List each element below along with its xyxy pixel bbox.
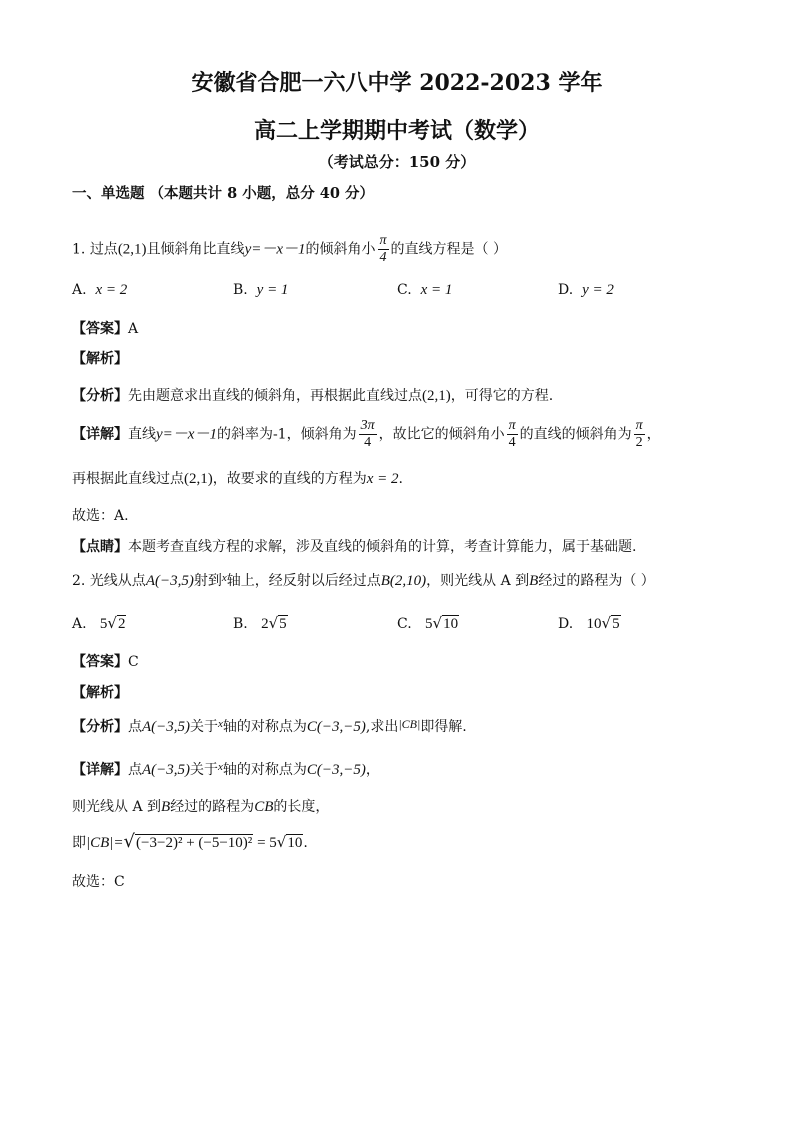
xiangjie-line — [72, 418, 661, 451]
sqrt-icon: √ — [268, 614, 279, 632]
dianjing-tag: 【点睛】 — [72, 539, 128, 555]
point-expr: (2,1) — [117, 241, 147, 258]
sqrt-icon: √ — [107, 614, 117, 632]
option-label: A. — [72, 616, 87, 632]
option-label: C. — [397, 616, 412, 632]
fenxi-tag: 【分析】 — [72, 719, 128, 735]
radicand: 5 — [612, 616, 620, 632]
equation: x = 2 — [366, 471, 399, 487]
point-expr: A(−3,5) — [145, 573, 194, 589]
text: ,求出 — [365, 719, 399, 735]
point-expr: (2,1) — [422, 388, 451, 404]
option-a — [72, 614, 126, 633]
question-number: 1. — [72, 241, 90, 258]
analysis-tag: 【解析】 — [72, 351, 128, 367]
option-label: B. — [233, 282, 248, 298]
fenxi-line — [72, 716, 467, 736]
fraction — [359, 418, 377, 451]
option-label: C. — [397, 282, 412, 298]
option-value: x = 2 — [95, 282, 128, 298]
segment: CB — [254, 799, 274, 815]
fraction-numerator: 3π — [360, 418, 375, 433]
question-number: 2. — [72, 573, 90, 589]
abs-expr: |CB|= — [86, 835, 124, 851]
xiangjie-tag: 【详解】 — [72, 426, 128, 443]
page-subtitle: 高二上学期期中考试（数学） — [253, 118, 540, 144]
text: ， — [365, 762, 380, 778]
xj-text: 的斜率为-1，倾斜角为 — [216, 426, 357, 443]
fraction-numerator: π — [635, 418, 643, 433]
option-label: D. — [558, 616, 574, 632]
text: . — [398, 471, 403, 487]
q2-text: 经过的路程为（ ） — [538, 573, 655, 589]
fenxi-line — [72, 385, 553, 405]
line-equation: y=－x－1 — [244, 241, 306, 258]
point-expr: A(−3,5) — [142, 719, 191, 735]
text: . — [303, 835, 308, 851]
question-2 — [72, 570, 655, 590]
option-b — [233, 614, 288, 633]
sqrt-icon: √ — [123, 831, 136, 852]
answer-line — [72, 318, 138, 338]
point-expr: A(−3,5) — [142, 762, 191, 778]
option-d — [558, 282, 614, 299]
question-1 — [72, 233, 507, 266]
text: 点 — [128, 762, 142, 778]
xiangjie-line-2 — [72, 468, 403, 488]
fraction-denominator: 4 — [508, 435, 516, 450]
text: 经过的路程为 — [170, 799, 255, 815]
point-expr: (2,1) — [184, 471, 213, 487]
text: 轴的对称点为 — [222, 762, 307, 778]
answer-tag: 【答案】 — [72, 321, 128, 337]
q2-text: 轴上，经反射以后经过点 — [226, 573, 381, 589]
coef: 5 — [425, 616, 433, 632]
var-x: x — [218, 718, 223, 730]
radicand: (−3−2)² + (−5−10)² — [136, 835, 253, 851]
option-c — [397, 614, 459, 633]
option-label: B. — [233, 616, 248, 632]
option-d — [558, 614, 621, 633]
equals: = 5 — [253, 835, 277, 851]
text: 点 — [128, 719, 142, 735]
choose-line: 故选：A. — [72, 508, 129, 524]
text: 的长度， — [273, 799, 330, 815]
dianjing-text: 本题考查直线方程的求解，涉及直线的倾斜角的计算，考查计算能力，属于基础题. — [128, 539, 637, 555]
q2-text: ，则光线从 A 到 — [426, 573, 530, 589]
answer-value: A — [128, 321, 139, 337]
xiangjie-line-2 — [72, 796, 329, 816]
section-heading: 一、单选题 （本题共计 8 小题，总分 40 分） — [72, 185, 375, 202]
fraction-denominator: 4 — [379, 250, 387, 265]
text: 关于 — [190, 719, 219, 735]
fenxi-tag: 【分析】 — [72, 388, 128, 404]
fraction — [507, 418, 518, 451]
q1-text-3: 的倾斜角小 — [305, 241, 376, 258]
xiangjie-tag: 【详解】 — [72, 762, 128, 778]
var-x: x — [218, 761, 223, 773]
coef: 10 — [586, 616, 602, 632]
choose-line: 故选：C — [72, 874, 125, 890]
xiangjie-line — [72, 759, 380, 779]
fenxi-end: ，可得它的方程. — [450, 388, 554, 404]
xj-text: ，故比它的倾斜角小 — [378, 426, 505, 443]
fraction — [378, 233, 389, 266]
var-x: x — [221, 572, 227, 584]
answer-value: C — [128, 654, 139, 670]
q1-text-2: 且倾斜角比直线 — [146, 241, 245, 258]
xiangjie-line-3 — [72, 831, 308, 852]
q1-text-1: 过点 — [89, 241, 118, 258]
sqrt-icon: √ — [432, 614, 443, 632]
option-b — [233, 282, 288, 299]
answer-tag: 【答案】 — [72, 654, 128, 670]
text: ，故要求的直线的方程为 — [212, 471, 367, 487]
option-label: D. — [558, 282, 574, 298]
var-b: B — [529, 573, 539, 589]
xj-text: ， — [646, 426, 661, 443]
point-expr: C(−3,−5) — [306, 762, 366, 778]
radicand: 5 — [279, 616, 287, 632]
coef: 2 — [261, 616, 269, 632]
text: 关于 — [190, 762, 219, 778]
abs-expr: |CB| — [398, 717, 421, 731]
radicand: 10 — [287, 835, 303, 851]
text: 轴的对称点为 — [222, 719, 307, 735]
q1-text-4: 的直线方程是（ ） — [390, 241, 507, 258]
sqrt-icon: √ — [276, 833, 287, 851]
analysis-tag: 【解析】 — [72, 685, 128, 701]
score-note: （考试总分：150 分） — [318, 153, 476, 171]
sqrt-icon: √ — [601, 614, 612, 632]
fraction-numerator: π — [379, 233, 387, 248]
fraction-denominator: 2 — [635, 435, 643, 450]
option-a — [72, 282, 127, 299]
point-expr: C(−3,−5) — [306, 719, 366, 735]
answer-line — [72, 651, 139, 671]
radicand: 2 — [117, 616, 126, 632]
page-title: 安徽省合肥一六八中学 2022-2023 学年 — [191, 70, 603, 96]
line-equation: y=－x－1 — [156, 426, 217, 443]
option-value: y = 2 — [582, 282, 614, 298]
q2-text: 光线从点 — [89, 573, 146, 589]
xj-text: 直线 — [128, 426, 156, 443]
coef: 5 — [99, 616, 108, 632]
option-c — [397, 282, 452, 299]
dianjing-line — [72, 536, 636, 556]
text: 则光线从 A 到 — [72, 799, 162, 815]
fraction-numerator: π — [508, 418, 516, 433]
option-value: y = 1 — [256, 282, 289, 298]
radicand: 10 — [443, 616, 459, 632]
fenxi-text: 先由题意求出直线的倾斜角，再根据此直线过点 — [128, 388, 422, 404]
fraction — [634, 418, 645, 451]
fraction-denominator: 4 — [364, 435, 372, 450]
xj-text: 的直线的倾斜角为 — [519, 426, 632, 443]
text: 即得解. — [420, 719, 467, 735]
q2-text: 射到 — [193, 573, 222, 589]
text: 即 — [72, 835, 86, 851]
text: 再根据此直线过点 — [72, 471, 184, 487]
option-label: A. — [72, 282, 87, 298]
point-expr: B(2,10) — [380, 573, 427, 589]
var-b: B — [161, 799, 171, 815]
option-value: x = 1 — [420, 282, 453, 298]
